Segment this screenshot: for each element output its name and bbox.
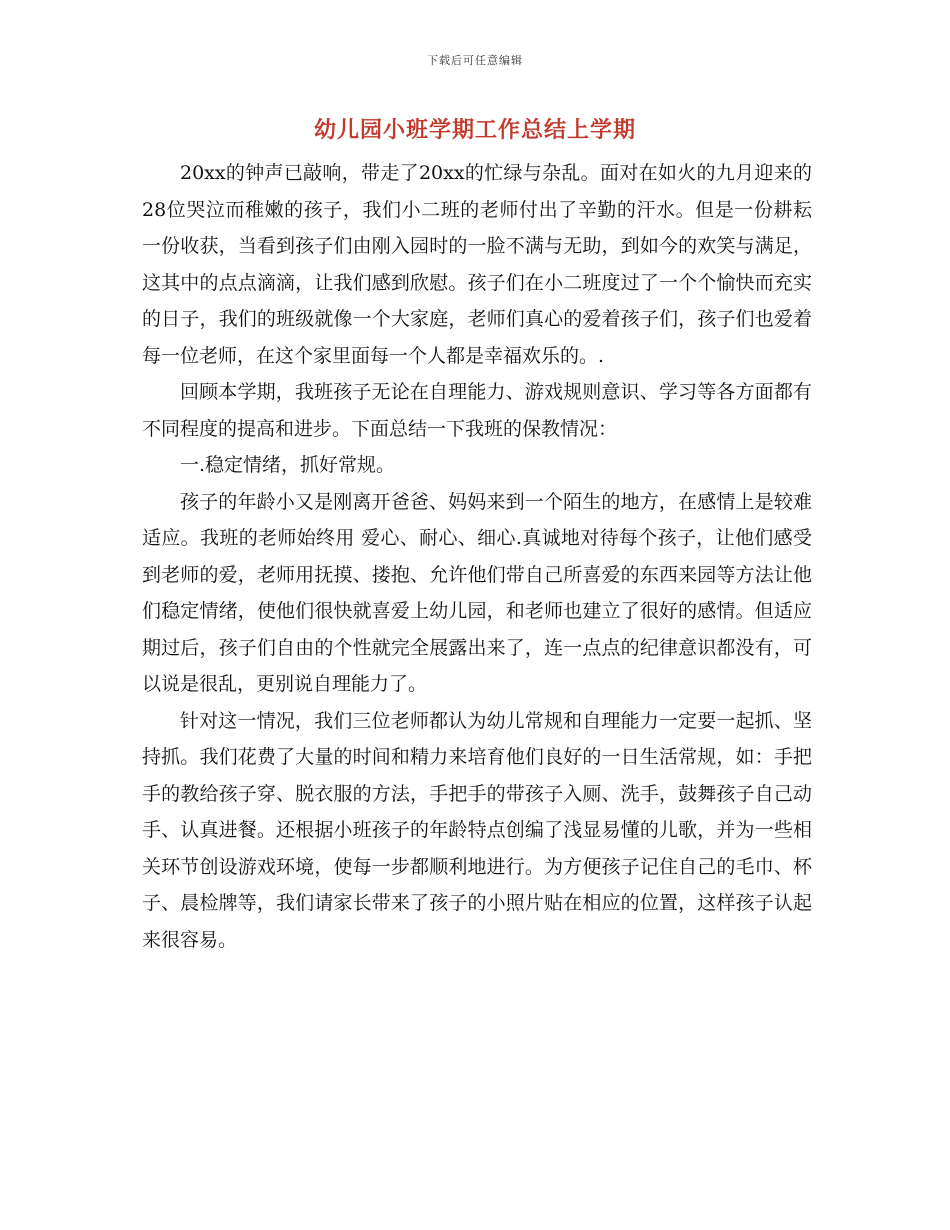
paragraph-emotions: 孩子的年龄小又是刚离开爸爸、妈妈来到一个陌生的地方，在感情上是较难适应。我班的老师始终用 爱心、耐心、细心.真诚地对待每个孩子，让他们感受到老师的爱，老师用抚摸、搂抱、允许他们带自己所喜爱的东西来园等方法让他们稳定情绪，使他们很快就喜爱上幼儿园，和老师也建立了很好的感情。但适应期过后，孩子们自由的个性就完全展露出来了，连一点点的纪律意识都没有，可以说是很乱，更别说自理能力了。 xyxy=(142,490,812,695)
paragraph-review: 回顾本学期，我班孩子无论在自理能力、游戏规则意识、学习等各方面都有不同程度的提高和进步。下面总结一下我班的保教情况： xyxy=(142,381,812,440)
section-heading-1: 一.稳定情绪，抓好常规。 xyxy=(180,454,396,476)
document-body xyxy=(142,155,812,958)
paragraph-routines: 针对这一情况，我们三位老师都认为幼儿常规和自理能力一定要一起抓、坚持抓。我们花费了大量的时间和精力来培育他们良好的一日生活常规，如：手把手的教给孩子穿、脱衣服的方法，手把手的带孩子入厕、洗手，鼓舞孩子自己动手、认真进餐。还根据小班孩子的年龄特点创编了浅显易懂的儿歌，并为一些相关环节创设游戏环境，使每一步都顺利地进行。为方便孩子记住自己的毛巾、杯子、晨检牌等，我们请家长带来了孩子的小照片贴在相应的位置，这样孩子认起来很容易。 xyxy=(142,709,812,951)
paragraph-intro: 20xx的钟声已敲响，带走了20xx的忙绿与杂乱。面对在如火的九月迎来的28位哭泣而稚嫩的孩子，我们小二班的老师付出了辛勤的汗水。但是一份耕耘一份收获，当看到孩子们由刚入园时的一脸不满与无助，到如今的欢笑与满足，这其中的点点滴滴，让我们感到欣慰。孩子们在小二班度过了一个个愉快而充实的日子，我们的班级就像一个大家庭，老师们真心的爱着孩子们，孩子们也爱着每一位老师，在这个家里面每一个人都是幸福欢乐的。. xyxy=(142,162,812,367)
header-note: 下载后可任意编辑 xyxy=(427,54,523,67)
document-title: 幼儿园小班学期工作总结上学期 xyxy=(313,118,636,143)
